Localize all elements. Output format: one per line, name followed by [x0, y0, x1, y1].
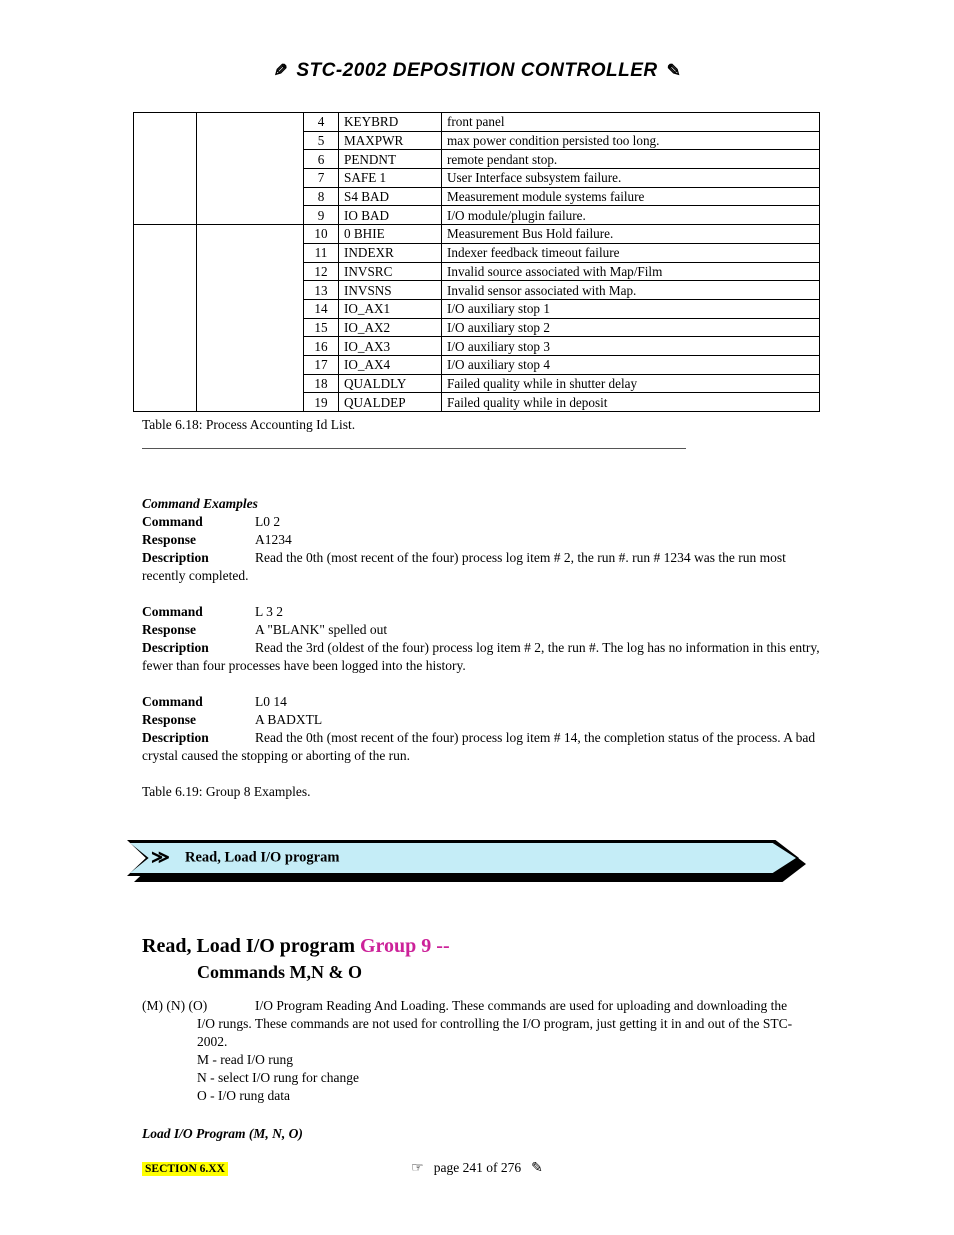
cell-desc: Indexer feedback timeout failure: [442, 243, 820, 262]
cell-desc: remote pendant stop.: [442, 150, 820, 169]
cell-desc: Invalid source associated with Map/Film: [442, 262, 820, 281]
command-letter-list: [197, 1051, 954, 1105]
response-row: [142, 711, 826, 729]
command-value: L0 2: [255, 514, 281, 529]
cell-code: INVSNS: [339, 281, 442, 300]
description-row: [142, 549, 826, 585]
section-number-badge: SECTION 6.XX: [142, 1162, 228, 1176]
section-heading-text: Read, Load I/O program: [142, 935, 360, 957]
command-label: Command: [142, 514, 203, 529]
cell-desc: I/O auxiliary stop 4: [442, 355, 820, 374]
chevron-right-icon: ≫: [151, 847, 170, 867]
description-label: Description: [142, 730, 209, 745]
section-banner: [127, 840, 807, 884]
horizontal-rule: [142, 448, 686, 449]
response-row: [142, 531, 826, 549]
command-label: Command: [142, 694, 203, 709]
cell-desc: Failed quality while in deposit: [442, 393, 820, 412]
cell-code: IO_AX2: [339, 318, 442, 337]
cell-num: 12: [304, 262, 339, 281]
command-value: L0 14: [255, 694, 287, 709]
description-text: Read the 0th (most recent of the four) process log item # 2, the run #. run # 1234 was the run most recently completed.: [142, 550, 786, 583]
cell-desc: Measurement Bus Hold failure.: [442, 225, 820, 244]
intro-label: (M) (N) (O): [142, 998, 208, 1013]
cell-desc: User Interface subsystem failure.: [442, 169, 820, 188]
cell-num: 17: [304, 355, 339, 374]
group-cell: [134, 225, 197, 412]
cell-code: SAFE 1: [339, 169, 442, 188]
cell-num: 8: [304, 187, 339, 206]
cell-code: MAXPWR: [339, 131, 442, 150]
pen-icon: ✎: [531, 1161, 543, 1176]
cell-desc: max power condition persisted too long.: [442, 131, 820, 150]
page-title: [0, 0, 954, 82]
intro-text: I/O Program Reading And Loading. These commands are used for uploading and downloading the I/O rungs. These commands are not used for controlling the I/O program, just getting it in and out of the STC-2002.: [197, 998, 793, 1049]
response-label: Response: [142, 532, 197, 547]
response-value: A "BLANK" spelled out: [255, 622, 388, 637]
cell-num: 15: [304, 318, 339, 337]
command-letter-item: N - select I/O rung for change: [197, 1070, 359, 1085]
response-row: [142, 621, 826, 639]
pen-icon: ✎: [666, 61, 682, 80]
description-row: [142, 639, 826, 675]
load-program-subheading: Load I/O Program (M, N, O): [142, 1126, 303, 1141]
cell-desc: I/O module/plugin failure.: [442, 206, 820, 225]
cell-code: INVSRC: [339, 262, 442, 281]
description-label: Description: [142, 550, 209, 565]
cell-desc: Failed quality while in shutter delay: [442, 374, 820, 393]
cell-desc: front panel: [442, 113, 820, 132]
cell-code: IO BAD: [339, 206, 442, 225]
cell-num: 5: [304, 131, 339, 150]
cell-num: 6: [304, 150, 339, 169]
cell-desc: I/O auxiliary stop 2: [442, 318, 820, 337]
cell-num: 18: [304, 374, 339, 393]
cell-code: INDEXR: [339, 243, 442, 262]
cell-code: QUALDLY: [339, 374, 442, 393]
process-accounting-table: [133, 112, 820, 412]
section-heading-group: Group 9 --: [359, 935, 450, 957]
cell-num: 9: [304, 206, 339, 225]
cell-desc: Measurement module systems failure: [442, 187, 820, 206]
command-value: L 3 2: [255, 604, 283, 619]
section-heading: [142, 933, 954, 959]
section-subtitle: Commands M,N & O: [197, 962, 362, 982]
cell-num: 11: [304, 243, 339, 262]
table-row: [134, 113, 820, 132]
command-letter-item: M - read I/O rung: [197, 1052, 293, 1067]
group-cell: [197, 225, 304, 412]
command-label: Command: [142, 604, 203, 619]
page-footer: [0, 1160, 954, 1177]
cell-num: 13: [304, 281, 339, 300]
command-example-block: [142, 513, 826, 585]
cell-code: KEYBRD: [339, 113, 442, 132]
cell-code: IO_AX4: [339, 355, 442, 374]
accounting-table-body: [134, 113, 820, 412]
cell-code: IO_AX1: [339, 299, 442, 318]
cell-num: 19: [304, 393, 339, 412]
cell-desc: I/O auxiliary stop 1: [442, 299, 820, 318]
cell-num: 14: [304, 299, 339, 318]
pointing-hand-icon: ☞: [411, 1161, 424, 1176]
response-value: A1234: [255, 532, 292, 547]
command-example-block: [142, 603, 826, 675]
table-618-caption: Table 6.18: Process Accounting Id List.: [142, 417, 356, 432]
page-number-text: page 241 of 276: [433, 1160, 522, 1175]
response-label: Response: [142, 712, 197, 727]
command-example-blocks: [142, 513, 826, 765]
banner-label: Read, Load I/O program: [185, 849, 340, 866]
cell-code: 0 BHIE: [339, 225, 442, 244]
cell-code: S4 BAD: [339, 187, 442, 206]
description-row: [142, 729, 826, 765]
pen-icon: ✎: [272, 61, 288, 80]
command-letter-item: O - I/O rung data: [197, 1088, 290, 1103]
command-examples-heading: Command Examples: [142, 496, 258, 511]
table-619-caption: Table 6.19: Group 8 Examples.: [142, 784, 311, 799]
cell-num: 10: [304, 225, 339, 244]
group-cell: [134, 113, 197, 225]
cell-num: 4: [304, 113, 339, 132]
command-row: [142, 693, 826, 711]
cell-code: IO_AX3: [339, 337, 442, 356]
cell-code: PENDNT: [339, 150, 442, 169]
description-text: Read the 3rd (oldest of the four) process log item # 2, the run #. The log has no information in this entry, fewer than four processes have been logged into the history.: [142, 640, 820, 673]
cell-num: 7: [304, 169, 339, 188]
description-label: Description: [142, 640, 209, 655]
section-intro: [142, 997, 802, 1051]
table-row: [134, 225, 820, 244]
command-row: [142, 513, 826, 531]
description-text: Read the 0th (most recent of the four) process log item # 14, the completion status of the process. A bad crystal caused the stopping or aborting of the run.: [142, 730, 816, 763]
cell-num: 16: [304, 337, 339, 356]
cell-desc: I/O auxiliary stop 3: [442, 337, 820, 356]
group-cell: [197, 113, 304, 225]
page-title-text: STC-2002 DEPOSITION CONTROLLER: [296, 60, 658, 81]
cell-code: QUALDEP: [339, 393, 442, 412]
command-example-block: [142, 693, 826, 765]
command-examples-section: [142, 495, 826, 801]
command-row: [142, 603, 826, 621]
response-value: A BADXTL: [255, 712, 323, 727]
cell-desc: Invalid sensor associated with Map.: [442, 281, 820, 300]
response-label: Response: [142, 622, 197, 637]
